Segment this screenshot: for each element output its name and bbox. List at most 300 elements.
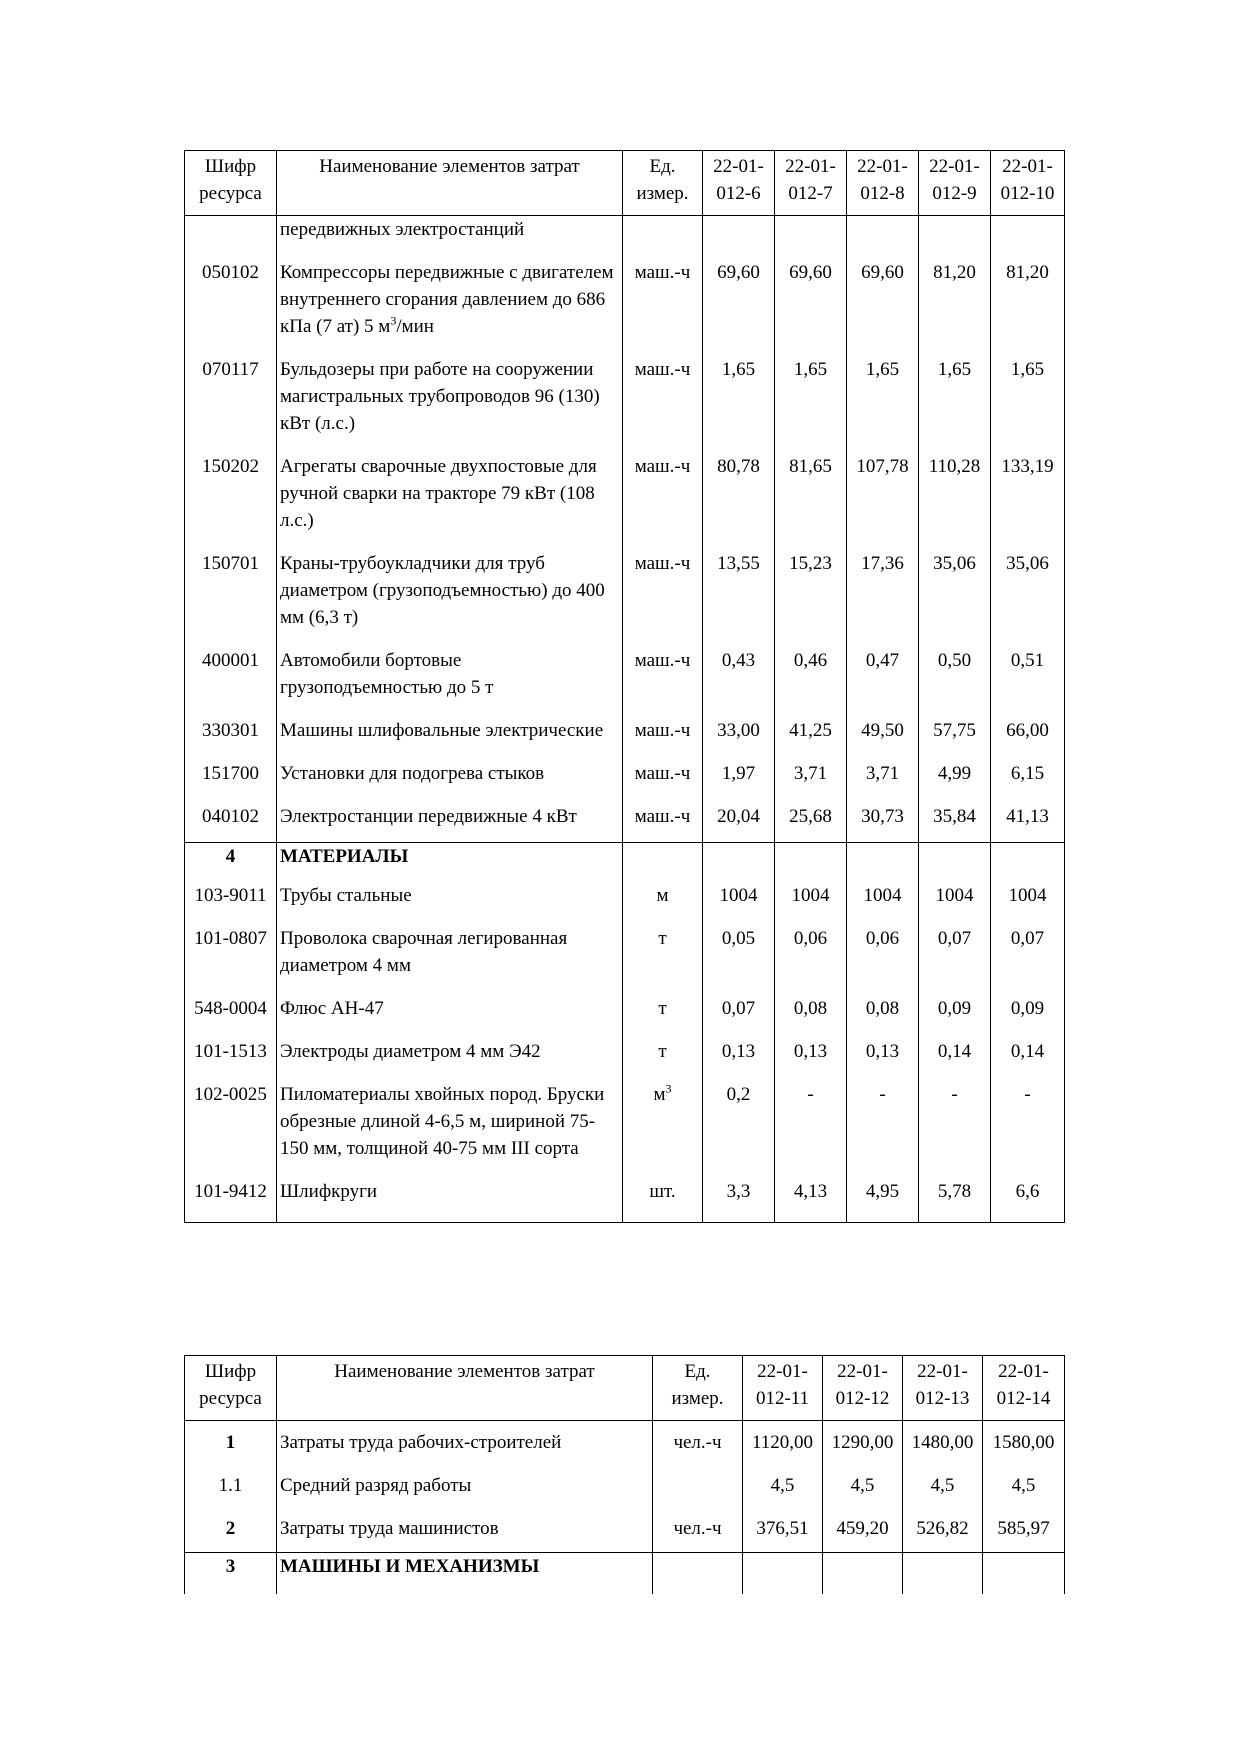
spacer-cell <box>185 1542 277 1552</box>
value-cell <box>919 842 991 870</box>
value-cell <box>847 1022 919 1065</box>
value-cell <box>703 1065 775 1162</box>
unit <box>623 631 703 701</box>
table-row <box>185 744 1065 787</box>
unit <box>623 701 703 744</box>
value-cell <box>991 870 1065 909</box>
resource-name-text: Агрегаты сварочные двухпостовые для ручной сварки на тракторе 79 кВт (108 л.с.) <box>280 456 597 531</box>
header-name-text: Наименование элементов затрат <box>319 156 580 177</box>
value-cell-text: 1004 <box>863 884 902 906</box>
section-code-text: 4 <box>225 845 236 867</box>
value-cell-text: 0,09 <box>937 997 972 1019</box>
resource-code <box>185 1162 277 1205</box>
value-cell-text: 0,08 <box>865 997 900 1019</box>
value-cell <box>743 1421 823 1457</box>
value-cell-text: 33,00 <box>717 720 760 741</box>
value-cell <box>775 701 847 744</box>
unit-text: маш.-ч <box>634 720 691 741</box>
resource-code <box>185 870 277 909</box>
resource-name <box>277 1499 653 1542</box>
value-cell <box>743 1552 823 1594</box>
header-unit <box>623 151 703 216</box>
value-cell-text: 69,60 <box>861 262 904 283</box>
value-cell <box>775 909 847 979</box>
value-cell-text: 0,13 <box>721 1040 756 1062</box>
value-cell-text: 69,60 <box>789 262 832 283</box>
value-cell <box>775 437 847 534</box>
resource-name <box>277 1065 623 1162</box>
value-cell-text: 585,97 <box>997 1518 1050 1539</box>
spacer-cell <box>653 1542 743 1552</box>
value-cell-text: 0,14 <box>937 1040 972 1062</box>
header-col-line: 012-7 <box>788 183 833 204</box>
value-cell-text: 459,20 <box>836 1518 889 1539</box>
header-unit-line: Ед. <box>684 1361 711 1382</box>
value-cell <box>847 909 919 979</box>
value-cell-text: 0,08 <box>793 997 828 1019</box>
value-cell <box>903 1499 983 1542</box>
value-cell-text: 4,5 <box>770 1475 795 1496</box>
value-cell <box>991 1022 1065 1065</box>
unit-text: м <box>653 1083 666 1105</box>
header-code <box>185 1356 277 1421</box>
header-col-line: 22-01- <box>713 156 764 177</box>
unit-text: шт. <box>649 1180 676 1202</box>
value-cell <box>919 870 991 909</box>
value-cell <box>775 1022 847 1065</box>
value-cell <box>919 787 991 830</box>
resource-code-text: 101-1513 <box>194 1040 267 1062</box>
value-cell-text: 0,06 <box>865 927 900 949</box>
unit-text: т <box>658 997 667 1019</box>
spacer-cell <box>991 1205 1065 1223</box>
resource-code-text: 040102 <box>202 806 259 827</box>
value-cell <box>919 437 991 534</box>
value-cell-text: 25,68 <box>789 806 832 827</box>
resource-name-text: Краны-трубоукладчики для труб диаметром (грузоподъемностью) до 400 мм (6,3 т) <box>280 553 605 628</box>
value-cell <box>983 1552 1065 1594</box>
value-cell-text: 4,5 <box>930 1475 955 1496</box>
value-cell <box>847 701 919 744</box>
continuation-text-text: передвижных электростанций <box>280 219 525 240</box>
value-cell-text: 66,00 <box>1006 720 1049 741</box>
value-cell-text: 0,47 <box>865 650 900 671</box>
spacer-cell <box>185 830 277 842</box>
spacer-cell <box>991 830 1065 842</box>
table-row <box>185 787 1065 830</box>
value-cell-text: 6,6 <box>1015 1180 1040 1202</box>
value-cell <box>847 842 919 870</box>
resource-name-text: Электроды диаметром 4 мм Э42 <box>280 1040 541 1062</box>
resource-name <box>277 979 623 1022</box>
resource-code <box>185 437 277 534</box>
value-cell <box>775 631 847 701</box>
value-cell-text: 0,13 <box>865 1040 900 1062</box>
resource-name-text: Затраты труда рабочих-строителей <box>280 1432 562 1453</box>
resource-code-text: 151700 <box>202 763 259 784</box>
resource-code-text: 548-0004 <box>194 997 267 1019</box>
value-cell <box>903 1552 983 1594</box>
value-cell <box>991 744 1065 787</box>
spacer-cell <box>623 1205 703 1223</box>
header-col-line: 22-01- <box>998 1361 1049 1382</box>
value-cell-text: 1004 <box>791 884 830 906</box>
value-cell <box>847 1162 919 1205</box>
table-header-row <box>185 151 1065 216</box>
unit <box>623 534 703 631</box>
value-cell <box>919 243 991 340</box>
value-cell <box>775 979 847 1022</box>
section-title <box>277 1552 653 1594</box>
value-cell <box>991 842 1065 870</box>
header-col <box>823 1356 903 1421</box>
value-cell-text: 13,55 <box>717 553 760 574</box>
value-cell-text: 1,65 <box>721 359 756 380</box>
value-cell-text: 1,97 <box>721 763 756 784</box>
header-col-line: 22-01- <box>929 156 980 177</box>
unit <box>623 340 703 437</box>
section-code <box>185 1552 277 1594</box>
resource-name <box>277 1162 623 1205</box>
table-row <box>185 1499 1065 1542</box>
header-col-line: 012-6 <box>716 183 761 204</box>
value-cell <box>703 701 775 744</box>
resource-code <box>185 1022 277 1065</box>
header-col-line: 012-10 <box>1000 183 1055 204</box>
value-cell-text: 4,5 <box>1011 1475 1036 1496</box>
value-cell <box>991 243 1065 340</box>
header-col-line: 22-01- <box>785 156 836 177</box>
value-cell-text: 3,3 <box>726 1180 751 1202</box>
value-cell <box>823 1499 903 1542</box>
value-cell <box>703 1022 775 1065</box>
header-col-line: 012-12 <box>835 1388 890 1409</box>
continuation-text <box>277 216 623 244</box>
value-cell <box>775 842 847 870</box>
value-cell <box>919 631 991 701</box>
section-code-text: 3 <box>225 1555 236 1577</box>
value-cell <box>991 1065 1065 1162</box>
header-code-line: ресурса <box>199 1388 262 1409</box>
section-row <box>185 842 1065 870</box>
table-row <box>185 1022 1065 1065</box>
spacer-cell <box>919 830 991 842</box>
resource-name <box>277 701 623 744</box>
header-col <box>847 151 919 216</box>
value-cell <box>775 787 847 830</box>
value-cell-text: - <box>879 1083 886 1105</box>
value-cell <box>775 870 847 909</box>
value-cell-text: 0,46 <box>793 650 828 671</box>
value-cell-text: 0,07 <box>937 927 972 949</box>
value-cell-text: 1290,00 <box>831 1432 894 1453</box>
spacer-row <box>185 1205 1065 1223</box>
resource-name <box>277 340 623 437</box>
unit-text: маш.-ч <box>634 650 691 671</box>
resource-code <box>185 744 277 787</box>
table-row <box>185 1162 1065 1205</box>
resource-name <box>277 631 623 701</box>
value-cell-text: 133,19 <box>1001 456 1054 477</box>
value-cell <box>703 842 775 870</box>
spacer-cell <box>185 1205 277 1223</box>
value-cell <box>847 243 919 340</box>
value-cell-text: 376,51 <box>756 1518 809 1539</box>
header-col-line: 012-8 <box>860 183 905 204</box>
value-cell <box>991 1162 1065 1205</box>
value-cell <box>991 437 1065 534</box>
unit <box>653 1456 743 1499</box>
value-cell-text: - <box>807 1083 814 1105</box>
spacer-cell <box>847 830 919 842</box>
value-cell-text: 3,71 <box>865 763 900 784</box>
resource-name-text: Средний разряд работы <box>280 1475 472 1496</box>
value-cell-text: 69,60 <box>717 262 760 283</box>
value-cell-text: 0,07 <box>721 997 756 1019</box>
spacer-cell <box>703 830 775 842</box>
resource-name-text: Шлифкруги <box>280 1180 378 1202</box>
unit <box>623 1065 703 1162</box>
header-col-line: 22-01- <box>1002 156 1053 177</box>
value-cell <box>775 216 847 244</box>
header-code-line: Шифр <box>204 1361 257 1382</box>
value-cell <box>743 1499 823 1542</box>
unit-text: маш.-ч <box>634 763 691 784</box>
value-cell <box>703 870 775 909</box>
value-cell-text: 0,05 <box>721 927 756 949</box>
table-row <box>185 340 1065 437</box>
value-cell-text: 0,07 <box>1010 927 1045 949</box>
value-cell <box>919 909 991 979</box>
value-cell <box>703 243 775 340</box>
resource-code <box>185 1499 277 1542</box>
value-cell <box>991 701 1065 744</box>
value-cell-text: 81,20 <box>1006 262 1049 283</box>
unit <box>623 1162 703 1205</box>
resource-name <box>277 437 623 534</box>
value-cell-text: 17,36 <box>861 553 904 574</box>
spacer-cell <box>277 1542 653 1552</box>
value-cell-text: 1,65 <box>865 359 900 380</box>
unit <box>623 870 703 909</box>
table-row <box>185 870 1065 909</box>
value-cell-text: 5,78 <box>937 1180 972 1202</box>
value-cell-text: 1004 <box>935 884 974 906</box>
value-cell <box>847 340 919 437</box>
value-cell-text: 41,25 <box>789 720 832 741</box>
value-cell <box>703 744 775 787</box>
value-cell <box>775 243 847 340</box>
value-cell <box>743 1456 823 1499</box>
section-title-text: МАТЕРИАЛЫ <box>280 845 409 867</box>
spacer-cell <box>823 1542 903 1552</box>
header-name-text: Наименование элементов затрат <box>334 1361 595 1382</box>
resource-code <box>185 979 277 1022</box>
header-unit-line: измер. <box>671 1388 724 1409</box>
resource-code-text: 400001 <box>202 650 259 671</box>
header-col-line: 22-01- <box>857 156 908 177</box>
value-cell <box>847 744 919 787</box>
value-cell-text: 20,04 <box>717 806 760 827</box>
value-cell <box>703 909 775 979</box>
table-header-row <box>185 1356 1065 1421</box>
resource-table-1 <box>184 150 1065 1223</box>
spacer-cell <box>847 1205 919 1223</box>
value-cell-text: 0,14 <box>1010 1040 1045 1062</box>
resource-table-2 <box>184 1355 1065 1594</box>
header-col-line: 22-01- <box>757 1361 808 1382</box>
resource-name-text: Проволока сварочная легированная диаметром 4 мм <box>280 927 568 976</box>
header-col <box>983 1356 1065 1421</box>
table-row <box>185 534 1065 631</box>
resource-code <box>185 243 277 340</box>
value-cell-text: 1480,00 <box>911 1432 974 1453</box>
table-row <box>185 243 1065 340</box>
value-cell-text: 1,65 <box>1010 359 1045 380</box>
value-cell <box>703 216 775 244</box>
value-cell <box>775 1065 847 1162</box>
unit <box>623 1022 703 1065</box>
header-unit-line: измер. <box>636 183 689 204</box>
table-row <box>185 701 1065 744</box>
unit-text: т <box>658 927 667 949</box>
resource-code-text: 330301 <box>202 720 259 741</box>
resource-name-text: Затраты труда машинистов <box>280 1518 499 1539</box>
unit <box>623 243 703 340</box>
header-unit <box>653 1356 743 1421</box>
value-cell-text: - <box>1024 1083 1031 1105</box>
value-cell-text: 4,5 <box>850 1475 875 1496</box>
value-cell-text: - <box>951 1083 958 1105</box>
value-cell <box>703 787 775 830</box>
value-cell <box>775 744 847 787</box>
resource-code-text: 150202 <box>202 456 259 477</box>
value-cell <box>919 340 991 437</box>
value-cell <box>653 1552 743 1594</box>
section-row <box>185 1552 1065 1594</box>
unit-text: чел.-ч <box>673 1432 722 1453</box>
spacer-cell <box>623 830 703 842</box>
value-cell-text: 1,65 <box>793 359 828 380</box>
value-cell-text: 41,13 <box>1006 806 1049 827</box>
value-cell-text: 0,43 <box>721 650 756 671</box>
resource-code-text: 2 <box>225 1518 236 1539</box>
value-cell <box>983 1421 1065 1457</box>
value-cell-text: 81,65 <box>789 456 832 477</box>
table-row <box>185 1065 1065 1162</box>
value-cell <box>823 1456 903 1499</box>
value-cell <box>847 437 919 534</box>
header-col-line: 22-01- <box>837 1361 888 1382</box>
resource-code <box>185 787 277 830</box>
resource-name-text: Машины шлифовальные электрические <box>280 720 604 741</box>
value-cell-text: 1580,00 <box>992 1432 1055 1453</box>
value-cell-text: 0,2 <box>726 1083 751 1105</box>
header-name <box>277 151 623 216</box>
value-cell <box>919 1022 991 1065</box>
unit <box>623 979 703 1022</box>
unit <box>653 1421 743 1457</box>
value-cell <box>919 701 991 744</box>
header-col-line: 012-11 <box>755 1388 810 1409</box>
resource-code <box>185 701 277 744</box>
header-unit-line: Ед. <box>649 156 676 177</box>
resource-code <box>185 340 277 437</box>
header-code-line: ресурса <box>199 183 262 204</box>
resource-name <box>277 909 623 979</box>
value-cell <box>983 1499 1065 1542</box>
value-cell <box>823 1552 903 1594</box>
header-name <box>277 1356 653 1421</box>
spacer-row <box>185 1542 1065 1552</box>
resource-name-text: Флюс АН-47 <box>280 997 384 1019</box>
value-cell-text: 0,13 <box>793 1040 828 1062</box>
value-cell <box>847 979 919 1022</box>
resource-code <box>185 909 277 979</box>
value-cell <box>703 340 775 437</box>
value-cell-text: 3,71 <box>793 763 828 784</box>
spacer-cell <box>277 830 623 842</box>
value-cell-text: 526,82 <box>916 1518 969 1539</box>
resource-name <box>277 243 623 340</box>
value-cell <box>703 437 775 534</box>
value-cell <box>847 1065 919 1162</box>
resource-code-text: 103-9011 <box>194 884 267 906</box>
value-cell <box>991 787 1065 830</box>
table-row <box>185 909 1065 979</box>
value-cell <box>919 1162 991 1205</box>
value-cell <box>983 1456 1065 1499</box>
value-cell <box>919 1065 991 1162</box>
unit <box>623 437 703 534</box>
value-cell-text: 4,95 <box>865 1180 900 1202</box>
resource-code-text: 070117 <box>202 359 259 380</box>
value-cell <box>823 1421 903 1457</box>
value-cell <box>903 1456 983 1499</box>
resource-code-text: 1.1 <box>218 1475 243 1496</box>
value-cell <box>991 216 1065 244</box>
table-row <box>185 631 1065 701</box>
unit <box>653 1499 743 1542</box>
value-cell-text: 0,09 <box>1010 997 1045 1019</box>
name-tail: /мин <box>396 316 434 337</box>
header-col <box>991 151 1065 216</box>
value-cell <box>703 631 775 701</box>
value-cell-text: 0,06 <box>793 927 828 949</box>
resource-name-text: Бульдозеры при работе на сооружении магистральных трубопроводов 96 (130) кВт (л.с.) <box>280 359 600 434</box>
resource-code <box>185 1065 277 1162</box>
header-col <box>903 1356 983 1421</box>
spacer-cell <box>903 1542 983 1552</box>
header-col-line: 012-9 <box>932 183 977 204</box>
value-cell <box>703 534 775 631</box>
unit-text: маш.-ч <box>634 553 691 574</box>
continuation-row <box>185 216 1065 244</box>
value-cell <box>847 787 919 830</box>
value-cell <box>703 1162 775 1205</box>
value-cell <box>903 1421 983 1457</box>
value-cell-text: 4,13 <box>793 1180 828 1202</box>
resource-name-text: Автомобили бортовые грузоподъемностью до 5 т <box>280 650 494 698</box>
value-cell <box>919 216 991 244</box>
resource-code-text: 1 <box>225 1432 236 1453</box>
value-cell-text: 0,51 <box>1010 650 1045 671</box>
table-row <box>185 979 1065 1022</box>
value-cell-text: 35,06 <box>933 553 976 574</box>
unit <box>623 909 703 979</box>
unit-text: маш.-ч <box>634 262 691 283</box>
value-cell-text: 107,78 <box>856 456 909 477</box>
